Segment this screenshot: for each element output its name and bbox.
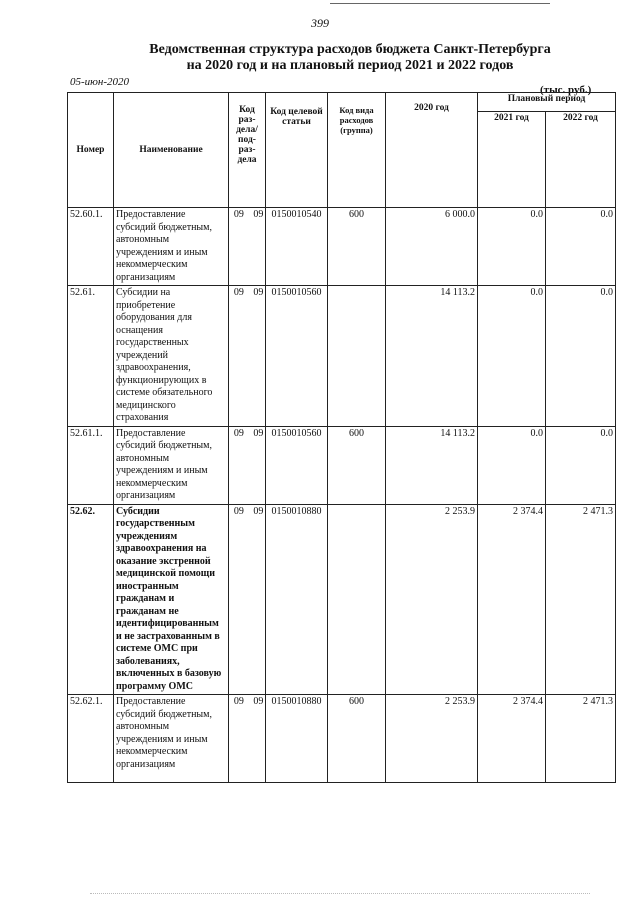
cell-podrazdel: 09 — [253, 287, 264, 298]
document-date: 05-июн-2020 — [70, 76, 130, 88]
cell-target: 0150010880 — [266, 695, 328, 783]
cell-razdel: 09 — [233, 505, 244, 517]
table-row — [68, 208, 616, 286]
cell-2022: 2 471.3 — [546, 695, 616, 783]
cell-2022: 2 471.3 — [546, 504, 616, 695]
cell-podrazdel: 09 — [253, 427, 264, 439]
cell-target: 0150010540 — [266, 208, 328, 286]
cell-target: 0150010560 — [266, 286, 328, 427]
header-row — [68, 93, 616, 112]
cell-podrazdel: 09 — [253, 696, 264, 707]
cell-2021: 2 374.4 — [478, 504, 546, 695]
cell-razdel: 09 — [233, 209, 244, 220]
cell-2021: 2 374.4 — [478, 695, 546, 783]
header-2020: 2020 год — [386, 93, 478, 208]
table-row — [68, 426, 616, 504]
cell-number: 52.62. — [68, 504, 114, 695]
document-title — [60, 42, 640, 74]
units-label: (тыс. руб.) — [540, 84, 592, 96]
budget-table — [67, 92, 616, 783]
cell-number: 52.61. — [68, 286, 114, 427]
cell-2022: 0.0 — [546, 286, 616, 427]
cell-name: Субсидии на приобретение оборудования для оснащения государственных учреждений здравоохранения, функционирующих в системе обязательного медицинского страхования — [114, 286, 229, 427]
cell-name: Предоставление субсидий бюджетным, автономным учреждениям и иным некоммерческим организациям — [114, 426, 229, 504]
cell-2022: 0.0 — [546, 426, 616, 504]
header-section: Код раз-дела/ под-раз-дела — [229, 93, 266, 208]
page-number: 399 — [311, 16, 329, 30]
cell-2020: 14 113.2 — [386, 286, 478, 427]
header-2021: 2021 год — [478, 111, 546, 207]
header-number: Номер — [68, 93, 114, 208]
table-row — [68, 695, 616, 783]
cell-kind — [328, 286, 386, 427]
header-2022: 2022 год — [546, 111, 616, 207]
cell-razdel: 09 — [233, 287, 244, 298]
header-target: Код целевой статьи — [266, 93, 328, 208]
cell-name: Предоставление субсидий бюджетным, автономным учреждениям и иным некоммерческим организациям — [114, 695, 229, 783]
top-rule — [330, 3, 550, 4]
cell-razdel: 09 — [233, 696, 244, 707]
cell-number: 52.61.1. — [68, 426, 114, 504]
title-line-2: на 2020 год и на плановый период 2021 и 2022 годов — [186, 58, 514, 73]
header-planned: Плановый период — [478, 93, 616, 112]
cell-section — [229, 426, 266, 504]
cell-section — [229, 504, 266, 695]
table-row — [68, 504, 616, 695]
cell-name: Предоставление субсидий бюджетным, автономным учреждениям и иным некоммерческим организациям — [114, 208, 229, 286]
cell-section — [229, 208, 266, 286]
cell-kind — [328, 504, 386, 695]
cell-2022: 0.0 — [546, 208, 616, 286]
cell-kind: 600 — [328, 208, 386, 286]
cell-kind: 600 — [328, 426, 386, 504]
cell-kind: 600 — [328, 695, 386, 783]
header-kind: Код вида расходов (группа) — [328, 93, 386, 208]
header-name: Наименование — [114, 93, 229, 208]
cell-name: Субсидии государственным учреждениям здравоохранения на оказание экстренной медицинской помощи иностранным гражданам и гражданам не идентифицированным и не застрахованным в системе ОМС при заболеваниях, включенных в базовую программу ОМС — [114, 504, 229, 695]
cell-target: 0150010880 — [266, 504, 328, 695]
cell-2020: 2 253.9 — [386, 504, 478, 695]
table-row — [68, 286, 616, 427]
title-line-1: Ведомственная структура расходов бюджета Санкт-Петербурга — [149, 42, 551, 57]
cell-target: 0150010560 — [266, 426, 328, 504]
cell-podrazdel: 09 — [253, 505, 264, 517]
table-body — [68, 208, 616, 783]
cell-section — [229, 695, 266, 783]
cell-section — [229, 286, 266, 427]
cell-number: 52.60.1. — [68, 208, 114, 286]
cell-number: 52.62.1. — [68, 695, 114, 783]
cell-2021: 0.0 — [478, 208, 546, 286]
cell-podrazdel: 09 — [253, 209, 264, 220]
cell-2020: 2 253.9 — [386, 695, 478, 783]
cell-2021: 0.0 — [478, 426, 546, 504]
cell-2020: 6 000.0 — [386, 208, 478, 286]
cell-razdel: 09 — [233, 427, 244, 439]
cell-2021: 0.0 — [478, 286, 546, 427]
cell-2020: 14 113.2 — [386, 426, 478, 504]
footer-rule — [90, 893, 590, 894]
